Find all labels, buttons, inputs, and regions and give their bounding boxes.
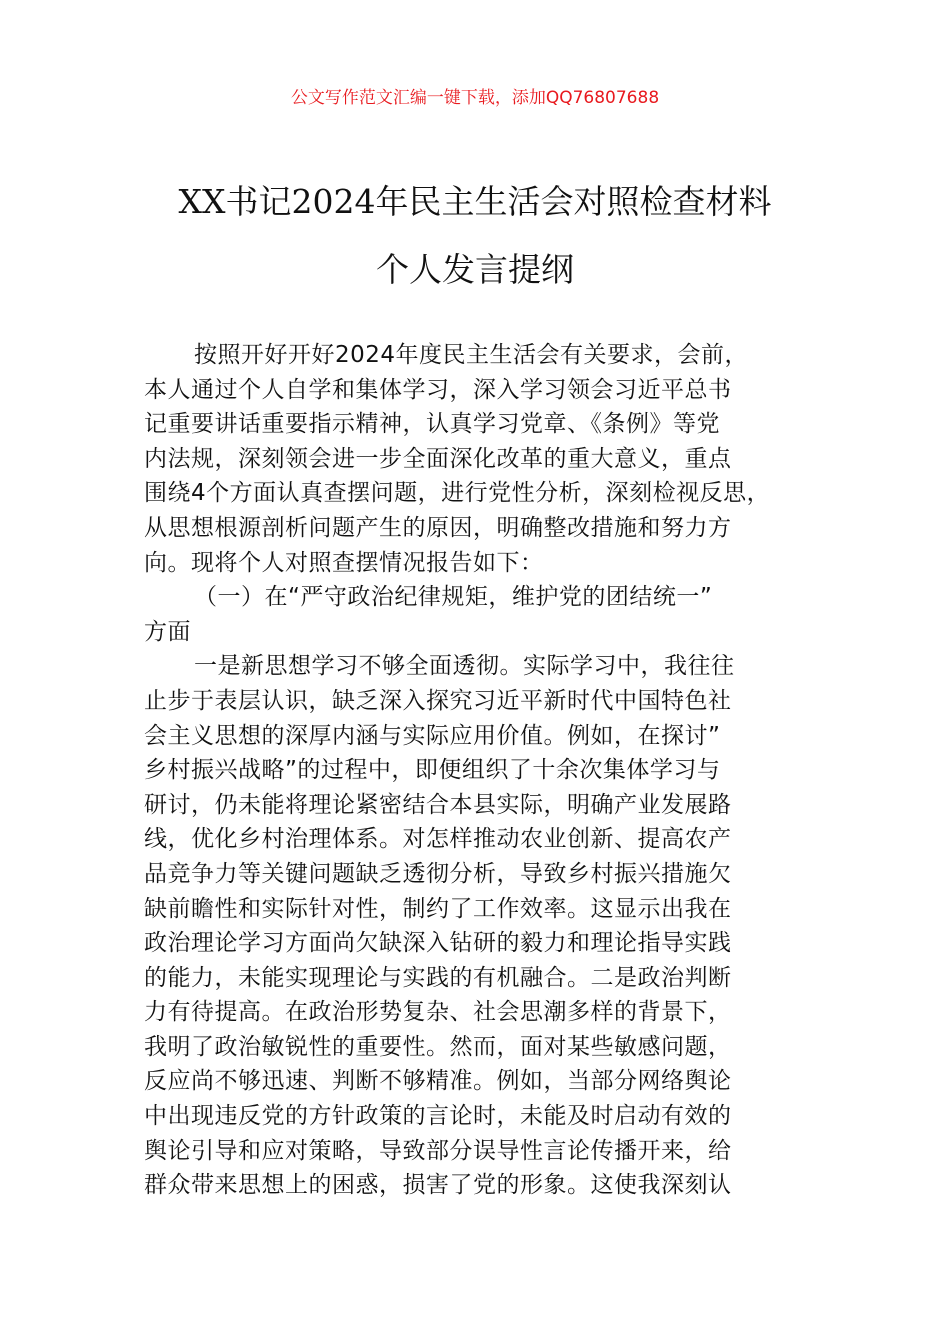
body-line: 政治理论学习方面尚欠缺深入钻研的毅力和理论指导实践: [144, 930, 732, 957]
body-line: 的能力，未能实现理论与实践的有机融合。二是政治判断: [144, 964, 732, 991]
body-line: 止步于表层认识，缺乏深入探究习近平新时代中国特色社: [144, 687, 732, 714]
body-line: 舆论引导和应对策略，导致部分误导性言论传播开来，给: [144, 1137, 732, 1164]
body-line: 线，优化乡村治理体系。对怎样推动农业创新、提高农产: [144, 826, 732, 853]
body-line: 品竞争力等关键问题缺乏透彻分析，导致乡村振兴措施欠: [144, 860, 732, 887]
document-title: XX书记2024年民主生活会对照检查材料: [178, 182, 772, 221]
body-line: 向。现将个人对照查摆情况报告如下：: [144, 549, 544, 576]
body-line: 围绕4个方面认真查摆问题，进行党性分析，深刻检视反思，: [144, 480, 771, 507]
document-body: [144, 338, 814, 1203]
section-heading-cont: 方面: [144, 618, 191, 645]
section-heading: （一）在“严守政治纪律规矩，维护党的团结统一”: [194, 584, 713, 611]
body-line: 内法规，深刻领会进一步全面深化改革的重大意义，重点: [144, 445, 732, 472]
body-line: 缺前瞻性和实际针对性，制约了工作效率。这显示出我在: [144, 895, 732, 922]
body-line: 一是新思想学习不够全面透彻。实际学习中，我往往: [194, 653, 735, 680]
body-line: 研讨，仍未能将理论紧密结合本县实际，明确产业发展路: [144, 791, 732, 818]
body-line: 力有待提高。在政治形势复杂、社会思潮多样的背景下，: [144, 999, 732, 1026]
body-line: 按照开好开好2024年度民主生活会有关要求，会前，: [194, 342, 749, 368]
body-line: 记重要讲话重要指示精神，认真学习党章、《条例》等党: [144, 411, 720, 438]
body-line: 乡村振兴战略”的过程中，即便组织了十余次集体学习与: [144, 757, 721, 784]
body-line: 中出现违反党的方针政策的言论时，未能及时启动有效的: [144, 1103, 732, 1130]
body-line: 从思想根源剖析问题产生的原因，明确整改措施和努力方: [144, 514, 732, 541]
body-line: 本人通过个人自学和集体学习，深入学习领会习近平总书: [144, 376, 732, 403]
download-banner: 公文写作范文汇编一键下载，添加QQ76807688: [290, 88, 660, 108]
body-line: 群众带来思想上的困惑，损害了党的形象。这使我深刻认: [144, 1172, 732, 1199]
body-line: 我明了政治敏锐性的重要性。然而，面对某些敏感问题，: [144, 1033, 732, 1060]
body-line: 反应尚不够迅速、判断不够精准。例如，当部分网络舆论: [144, 1068, 732, 1095]
body-line: 会主义思想的深厚内涵与实际应用价值。例如，在探讨”: [144, 722, 721, 749]
document-subtitle: 个人发言提纲: [376, 250, 574, 289]
